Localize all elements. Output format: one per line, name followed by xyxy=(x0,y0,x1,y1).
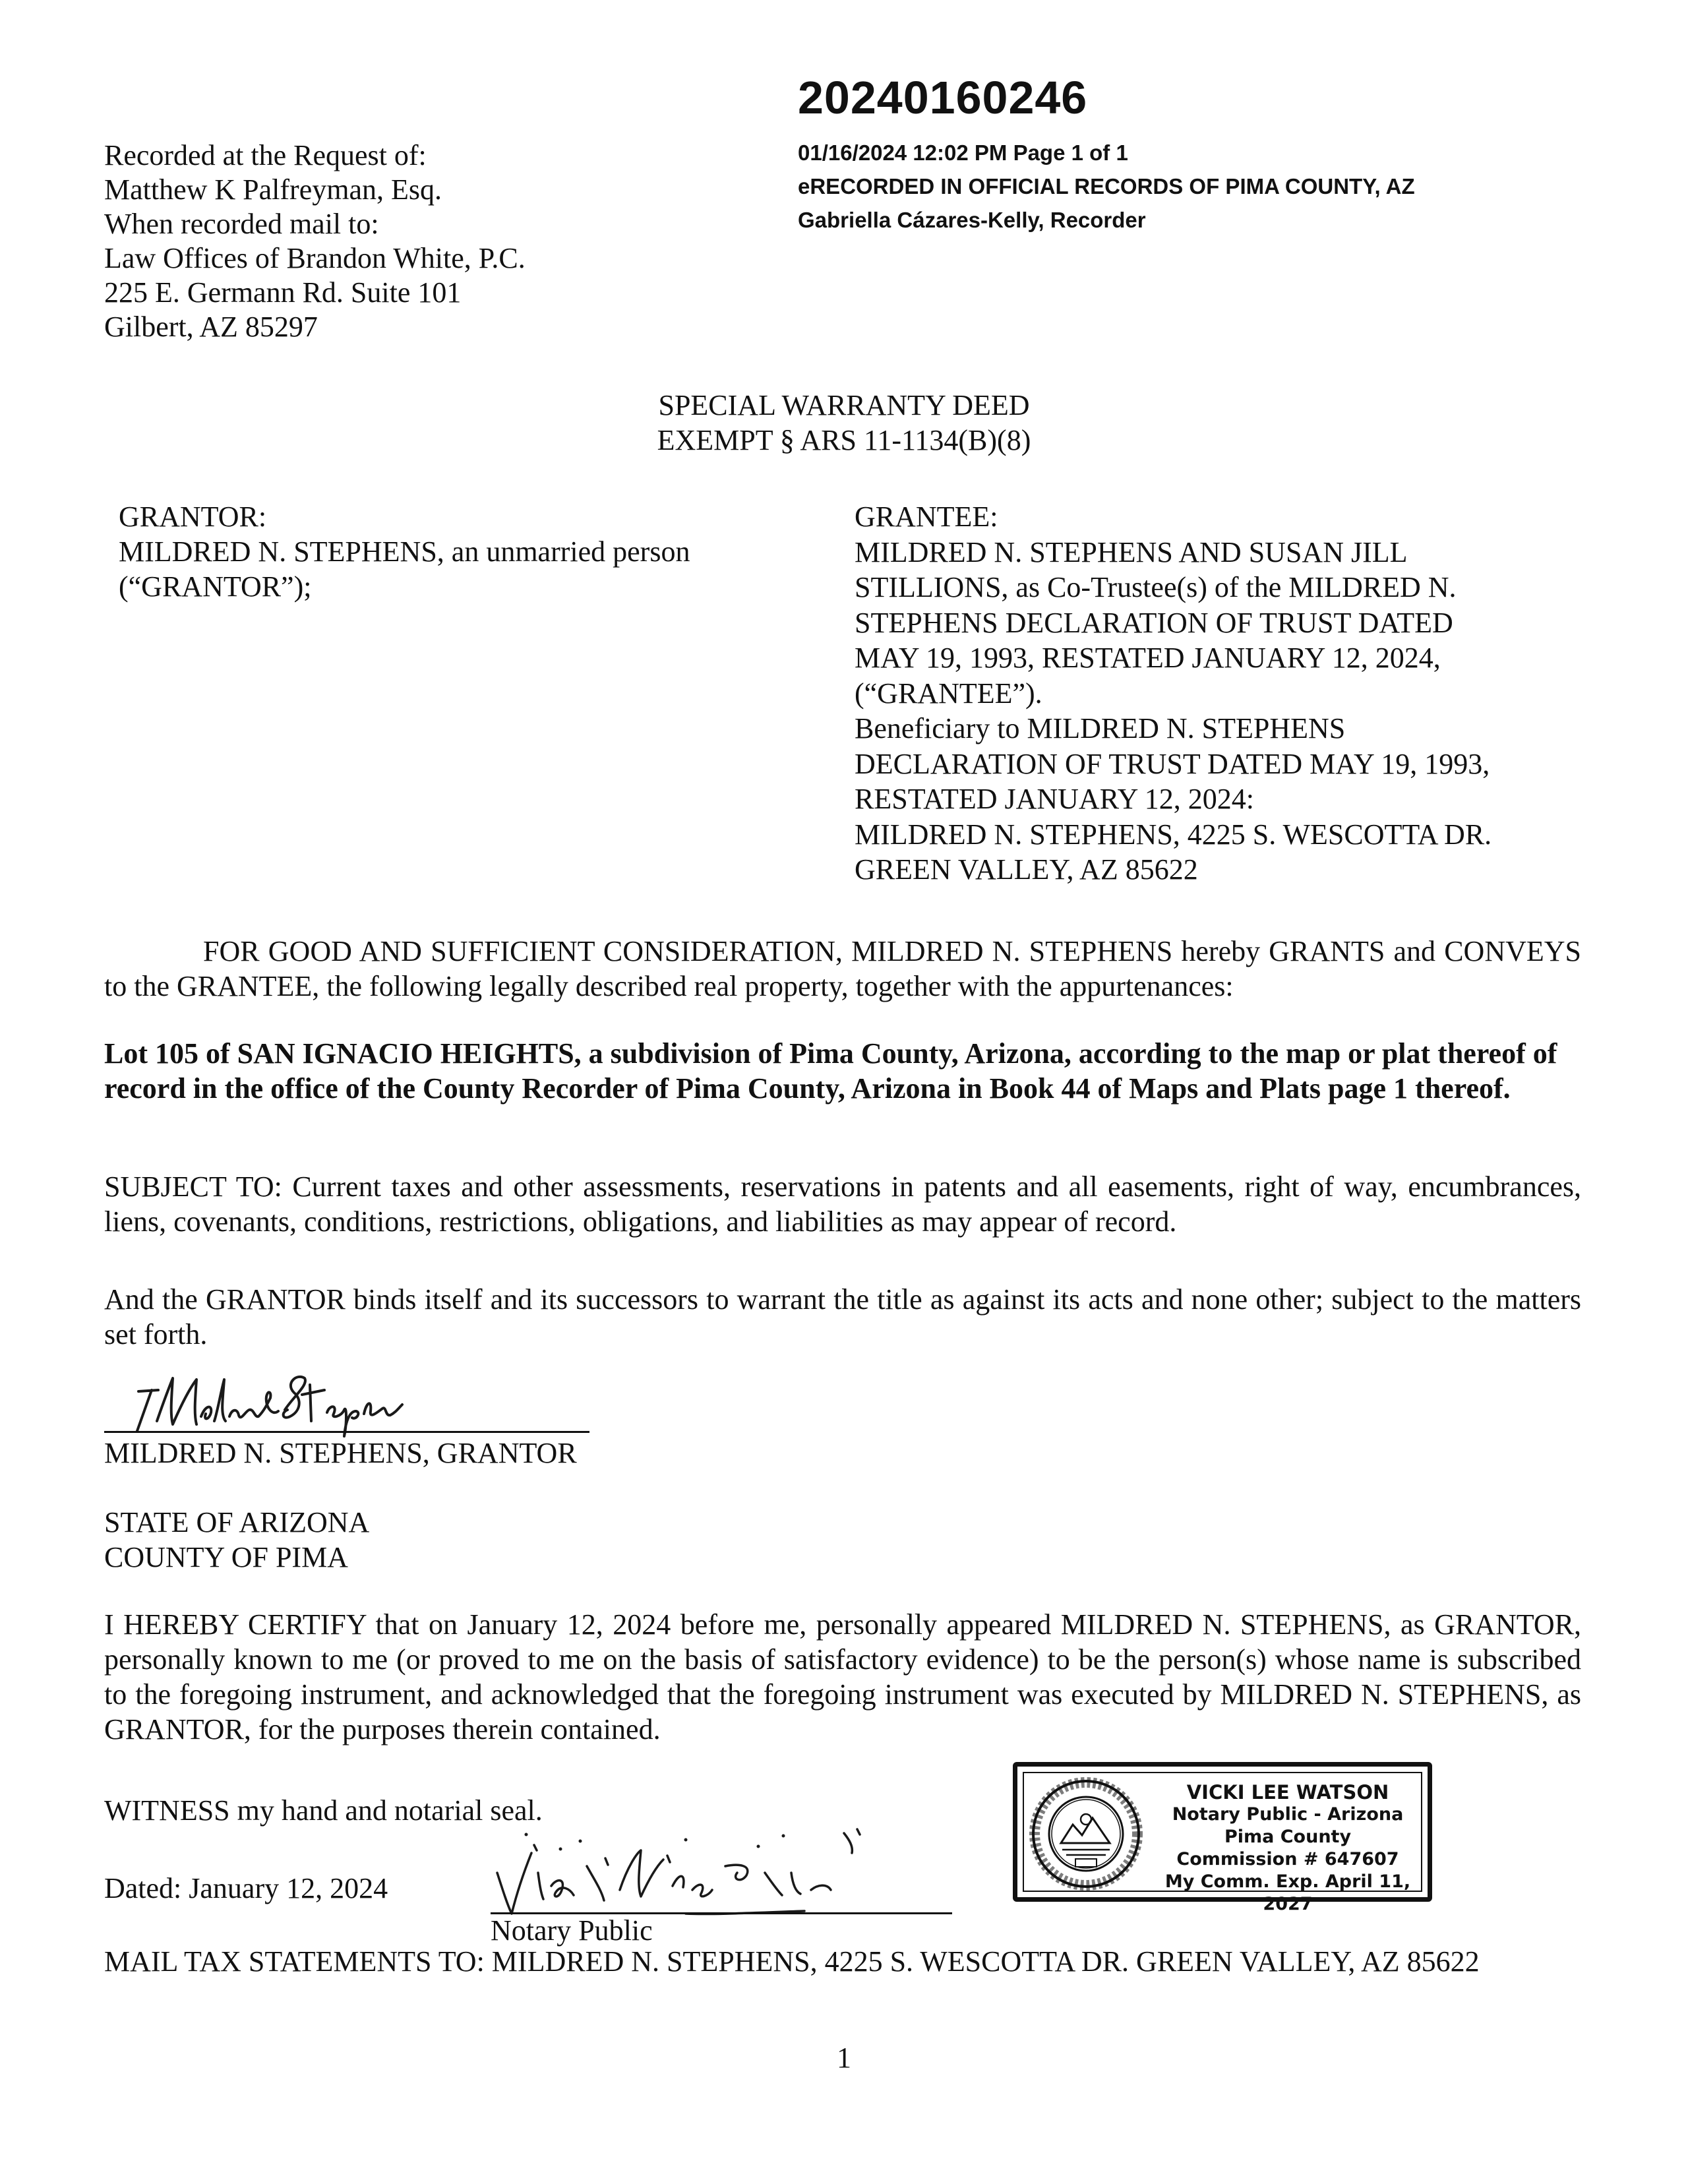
request-line: Matthew K Palfreyman, Esq. xyxy=(104,173,442,206)
notary-public-label: Notary Public xyxy=(491,1914,653,1947)
recording-info xyxy=(798,136,1415,237)
venue-county: COUNTY OF PIMA xyxy=(104,1541,348,1573)
request-line: 225 E. Germann Rd. Suite 101 xyxy=(104,276,462,309)
page-number: 1 xyxy=(837,2042,851,2074)
recording-request-block xyxy=(104,138,526,344)
grantee-line: MILDRED N. STEPHENS, 4225 S. WESCOTTA DR. xyxy=(855,818,1492,851)
grantee-line: STEPHENS DECLARATION OF TRUST DATED xyxy=(855,606,1453,639)
request-line: Recorded at the Request of: xyxy=(104,139,427,171)
notary-stamp-text xyxy=(1156,1781,1420,1916)
warranty-paragraph: And the GRANTOR binds itself and its successors to warrant the title as against its acts and none other; subject to the matters set forth. xyxy=(104,1283,1581,1350)
notary-county: Pima County xyxy=(1224,1827,1352,1847)
witness-line: WITNESS my hand and notarial seal. xyxy=(104,1794,543,1827)
grantor-line: (“GRANTOR”); xyxy=(119,570,312,603)
venue-state: STATE OF ARIZONA xyxy=(104,1506,370,1538)
grantee-line: Beneficiary to MILDRED N. STEPHENS xyxy=(855,712,1346,744)
subject-to-paragraph: SUBJECT TO: Current taxes and other assessments, reservations in patents and all easements, right of way, encumbrances, liens, covenants, conditions, restrictions, obligations, and liabilities as may appear of record. xyxy=(104,1170,1581,1238)
grantee-line: MAY 19, 1993, RESTATED JANUARY 12, 2024, xyxy=(855,642,1441,674)
grantor-signature-label: MILDRED N. STEPHENS, GRANTOR xyxy=(104,1437,577,1469)
document-title xyxy=(0,388,1688,458)
certification-paragraph: I HEREBY CERTIFY that on January 12, 2024 before me, personally appeared MILDRED N. STEPHENS, as GRANTOR, personally known to me (or proved to me on the basis of satisfactory evidence) to be the person(s) whose name is subscribed to the foregoing instrument, and acknowledged that the foregoing instrument was executed by MILDRED N. STEPHENS, as GRANTOR, for the purposes therein contained. xyxy=(104,1608,1581,1745)
grantor-block xyxy=(119,499,690,604)
notary-commission: Commission # 647607 xyxy=(1176,1849,1399,1869)
mail-tax-statements: MAIL TAX STATEMENTS TO: MILDRED N. STEPHENS, 4225 S. WESCOTTA DR. GREEN VALLEY, AZ 85622 xyxy=(104,1945,1480,1978)
grantee-line: GRANTEE: xyxy=(855,501,998,533)
deed-title: SPECIAL WARRANTY DEED xyxy=(658,389,1030,421)
grantee-line: DECLARATION OF TRUST DATED MAY 19, 1993, xyxy=(855,747,1490,780)
exemption-line: EXEMPT § ARS 11-1134(B)(8) xyxy=(657,424,1031,456)
legal-description: Lot 105 of SAN IGNACIO HEIGHTS, a subdivision of Pima County, Arizona, according to the map or plat thereof of record in the office of the County Recorder of Pima County, Arizona in Book 44 of Maps and Plats page 1 thereof. xyxy=(104,1037,1557,1105)
grantee-block xyxy=(855,499,1492,888)
notary-signature xyxy=(488,1827,897,1919)
recording-timestamp-line: 01/16/2024 12:02 PM Page 1 of 1 xyxy=(798,140,1128,165)
notary-stamp xyxy=(1013,1762,1432,1914)
arizona-state-seal-icon xyxy=(1029,1777,1143,1891)
notary-name: VICKI LEE WATSON xyxy=(1186,1781,1389,1804)
recorder-name-line: Gabriella Cázares-Kelly, Recorder xyxy=(798,208,1146,232)
request-line: Law Offices of Brandon White, P.C. xyxy=(104,242,526,274)
venue-block xyxy=(104,1505,369,1575)
dated-line: Dated: January 12, 2024 xyxy=(104,1872,388,1904)
request-line: When recorded mail to: xyxy=(104,208,379,240)
request-line: Gilbert, AZ 85297 xyxy=(104,311,318,343)
grantor-signature xyxy=(132,1358,409,1441)
grantee-line: RESTATED JANUARY 12, 2024: xyxy=(855,783,1254,815)
grantee-line: (“GRANTEE”). xyxy=(855,677,1042,710)
notary-expiration: My Comm. Exp. April 11, 2027 xyxy=(1164,1871,1411,1914)
notary-title: Notary Public - Arizona xyxy=(1172,1804,1404,1825)
consideration-paragraph: FOR GOOD AND SUFFICIENT CONSIDERATION, MILDRED N. STEPHENS hereby GRANTS and CONVEYS to the GRANTEE, the following legally described real property, together with the appurtenances: xyxy=(104,935,1581,1002)
grantor-line: MILDRED N. STEPHENS, an unmarried person xyxy=(119,535,690,568)
grantor-signature-line xyxy=(104,1431,589,1433)
grantor-line: GRANTOR: xyxy=(119,501,267,533)
recording-number: 20240160246 xyxy=(798,72,1088,123)
grantee-line: STILLIONS, as Co-Trustee(s) of the MILDRED N. xyxy=(855,571,1457,603)
grantee-line: GREEN VALLEY, AZ 85622 xyxy=(855,853,1198,886)
recording-office-line: eRECORDED IN OFFICIAL RECORDS OF PIMA COUNTY, AZ xyxy=(798,174,1415,198)
grantee-line: MILDRED N. STEPHENS AND SUSAN JILL xyxy=(855,535,1408,568)
